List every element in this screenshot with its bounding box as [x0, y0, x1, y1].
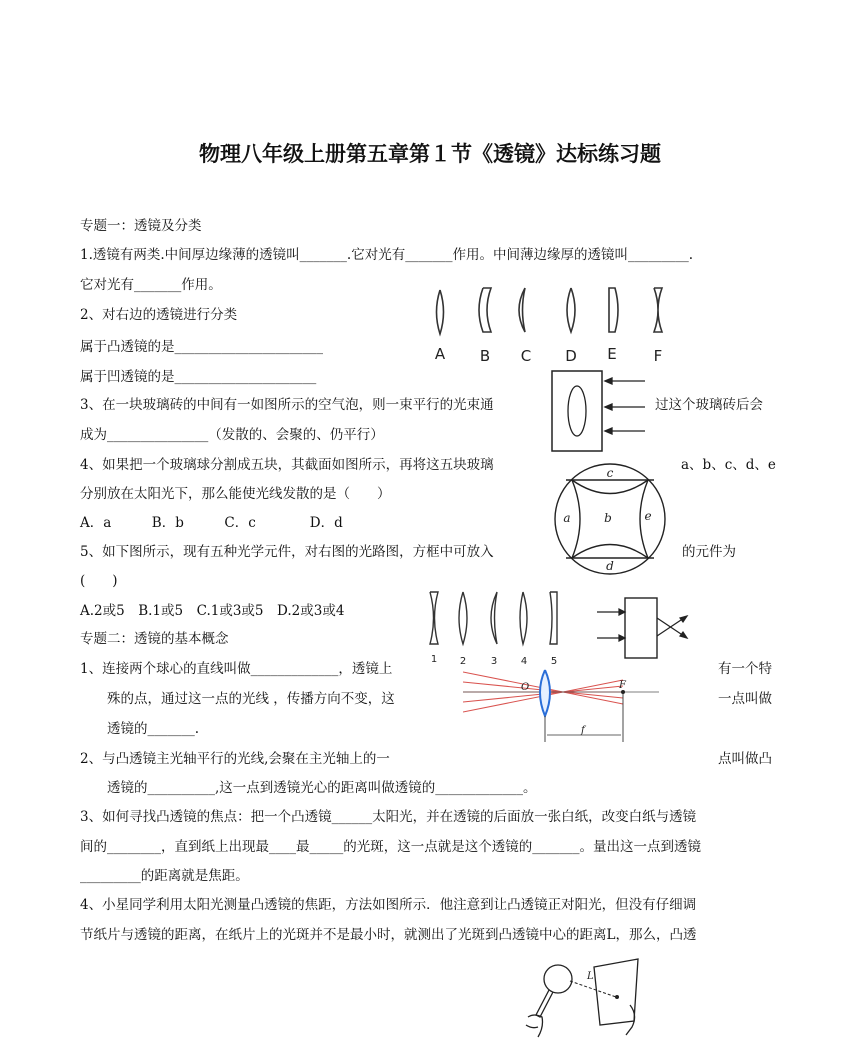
- question-5-line-1: 5、如下图所示，现有五种光学元件，对右图的光路图，方框中可放入: [80, 544, 494, 560]
- ball-label-e: e: [644, 509, 652, 523]
- question-3-line-1: 3、在一块玻璃砖的中间有一如图所示的空气泡，则一束平行的光束通: [80, 397, 494, 413]
- lens-e: [609, 288, 618, 332]
- lens-label-c: C: [520, 347, 532, 365]
- question-2-concave-answer: 属于凹透镜的是_____________________: [80, 369, 317, 385]
- focus-label-f-point: F: [619, 680, 626, 691]
- question-1-line-2: 它对光有_______作用。: [80, 277, 222, 293]
- concept-3-line-3: _________的距离就是焦距。: [80, 868, 249, 884]
- element-label-5: 5: [550, 656, 558, 667]
- question-4-line-2: 分别放在太阳光下，那么能使光线发散的是（ ）: [80, 486, 391, 502]
- concept-2-line-2: 透镜的__________,这一点到透镜光心的距离叫做透镜的_____________。: [107, 780, 537, 796]
- focus-label-o: O: [521, 682, 530, 693]
- ball-label-b: b: [604, 511, 612, 525]
- lens-d: [567, 288, 575, 332]
- glass-ball-figure: [552, 462, 672, 580]
- concept-1-line-2-tail: 一点叫做: [718, 691, 772, 707]
- glass-brick-figure: [550, 369, 650, 453]
- lens-label-b: B: [479, 347, 491, 365]
- ball-label-a: a: [563, 511, 571, 525]
- concept-2-line-1-tail: 点叫做凸: [718, 751, 772, 767]
- question-5-bracket: ( ): [80, 573, 118, 589]
- question-4-line-1: 4、如果把一个玻璃球分割成五块，其截面如图所示，再将这五块玻璃: [80, 457, 494, 473]
- question-3-line-1-tail: 过这个玻璃砖后会: [655, 397, 763, 413]
- question-4-line-1-tail: a、b、c、d、e: [681, 457, 776, 473]
- lens-c: [519, 288, 525, 332]
- question-2-convex-answer: 属于凸透镜的是______________________: [80, 339, 323, 355]
- concept-2-line-1: 2、与凸透镜主光轴平行的光线,会聚在主光轴上的一: [80, 751, 390, 767]
- sun-measure-figure: [520, 955, 645, 1045]
- question-5-line-1-tail: 的元件为: [682, 544, 736, 560]
- lens-f: [654, 288, 662, 332]
- ball-label-d: d: [606, 559, 614, 573]
- concept-1-line-3: 透镜的_______.: [107, 721, 200, 737]
- lens-label-a: A: [434, 345, 446, 363]
- lens-a: [437, 290, 444, 334]
- lens-types-figure: [425, 282, 675, 370]
- question-4-options: A．a B．b C．c D．d: [80, 515, 343, 531]
- question-3-line-2: 成为_______________（发散的、会聚的、仍平行）: [80, 427, 384, 443]
- ball-label-c: c: [606, 466, 614, 480]
- question-5-options: A.2或5 B.1或5 C.1或3或5 D.2或3或4: [80, 603, 345, 619]
- concept-4-line-2: 节纸片与透镜的距离，在纸片上的光斑并不是最小时，就测出了光斑到凸透镜中心的距离L，那么，凸透: [80, 927, 697, 943]
- element-label-3: 3: [490, 656, 498, 667]
- lens-label-e: E: [607, 345, 617, 363]
- concept-1-line-2: 殊的点，通过这一点的光线 ，传播方向不变，这: [107, 691, 395, 707]
- section-1-heading: 专题一：透镜及分类: [80, 218, 202, 234]
- concept-3-line-2: 间的________，直到纸上出现最____最_____的光斑，这一点就是这个透镜的_______。量出这一点到透镜: [80, 839, 701, 855]
- lens-b: [479, 288, 491, 332]
- concept-4-line-1: 4、小星同学利用太阳光测量凸透镜的焦距，方法如图所示．他注意到让凸透镜正对阳光，但没有仔细调: [80, 897, 697, 913]
- concept-1-line-1: 1、连接两个球心的直线叫做_____________，透镜上: [80, 661, 393, 677]
- focus-label-f-length: f: [581, 725, 585, 736]
- lens-label-d: D: [565, 347, 577, 365]
- sun-label-l: L: [587, 971, 594, 982]
- concept-1-line-1-tail: 有一个特: [718, 661, 772, 677]
- lens-label-f: F: [653, 347, 663, 365]
- five-elements-figure: [420, 588, 570, 668]
- element-label-1: 1: [430, 654, 438, 665]
- light-path-box-figure: [595, 596, 695, 662]
- question-2-line-1: 2、对右边的透镜进行分类: [80, 307, 238, 323]
- element-label-4: 4: [520, 656, 528, 667]
- concept-3-line-1: 3、如何寻找凸透镜的焦点：把一个凸透镜______太阳光，并在透镜的后面放一张白纸，改变白纸与透镜: [80, 809, 697, 825]
- page-title: 物理八年级上册第五章第１节《透镜》达标练习题: [199, 142, 661, 166]
- section-2-heading: 专题二：透镜的基本概念: [80, 631, 229, 647]
- element-label-2: 2: [459, 656, 467, 667]
- focus-diagram-figure: [463, 664, 663, 744]
- question-1-line-1: 1.透镜有两类.中间厚边缘薄的透镜叫_______.它对光有_______作用。中间薄边缘厚的透镜叫_________.: [80, 247, 694, 263]
